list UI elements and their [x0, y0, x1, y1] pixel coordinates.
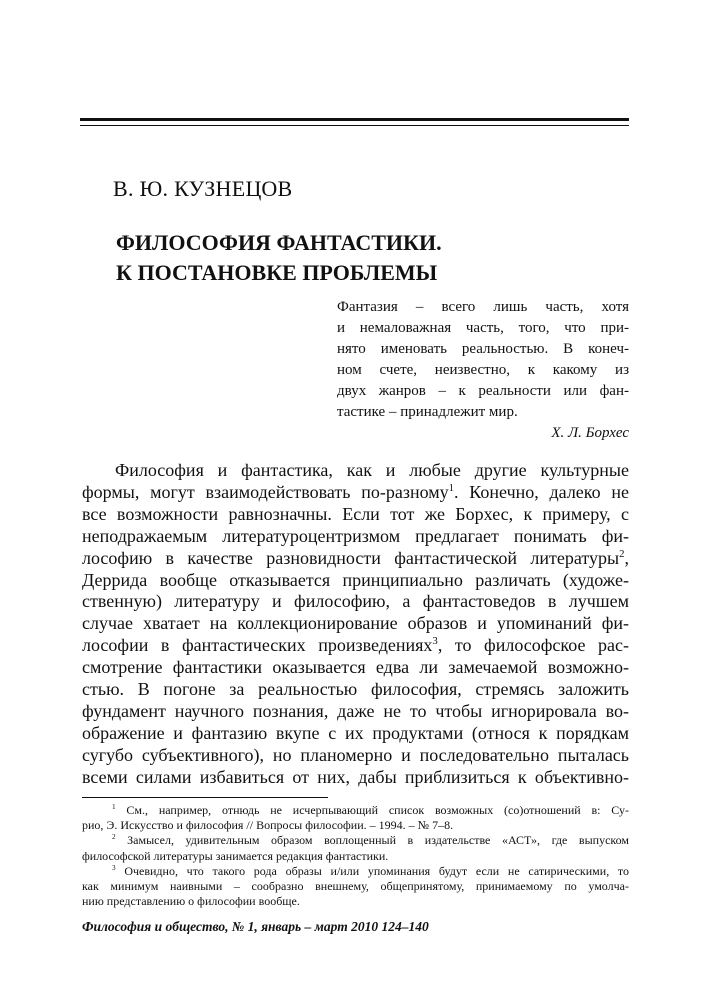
footnote-number: 3: [112, 863, 116, 872]
body-line: [82, 679, 629, 701]
footnote-line: как минимум наивными – сообразно внешнему, общепринятому, принимаемому по умолча-: [82, 879, 629, 894]
title-line: К ПОСТАНОВКЕ ПРОБЛЕМЫ: [116, 260, 438, 285]
footnote-ref[interactable]: 3: [432, 635, 438, 648]
title-line: ФИЛОСОФИЯ ФАНТАСТИКИ.: [116, 230, 442, 255]
epigraph-attribution: Х. Л. Борхес: [551, 425, 629, 441]
footnote-separator: [82, 797, 328, 798]
body-line-text: неподражаемым литературоцентризмом предлагает понимать фи-: [82, 525, 629, 546]
epigraph-line: Фантазия – всего лишь часть, хотя: [337, 299, 629, 315]
body-line-text: ственную) литературу и философию, а фантастоведов в лучшем: [82, 591, 629, 612]
body-line-text: формы, могут взаимодействовать по-разному: [82, 481, 449, 502]
body-line: [82, 548, 629, 570]
header-rule-thin: [80, 125, 629, 126]
footnote-line: рио, Э. Искусство и философия // Вопросы философии. – 1994. – № 7–8.: [82, 818, 454, 833]
body-line-text: лософии в фантастических произведениях: [82, 635, 433, 656]
body-line-text: стью. В погоне за реальностью философия, стремясь заложить: [82, 679, 629, 700]
footnote-text: Очевидно, что такого рода образы и/или упоминания будут если не сатирическими, то: [124, 863, 629, 878]
epigraph-line: нято именовать реальностью. В конеч-: [337, 341, 629, 357]
body-line: [82, 504, 629, 526]
body-line: [82, 526, 629, 548]
article-title: [116, 228, 442, 288]
footnote-line: [82, 833, 629, 848]
body-line: [82, 613, 629, 635]
body-line-text: ображение и фантазию вкупе с их продуктами (относя к порядкам: [82, 722, 629, 743]
body-line: [82, 591, 629, 613]
body-line-text: все возможности равнозначны. Если тот же Борхес, к примеру, с: [82, 503, 629, 524]
body-line-text: смотрение фантастики оказывается едва ли замечаемой возможно-: [82, 657, 629, 678]
body-line-text: лософию в качестве разновидности фантастической литературы: [82, 547, 620, 568]
footnote-line: философской литературы занимается редакция фантастики.: [82, 848, 389, 863]
epigraph: [337, 297, 629, 444]
body-line: [82, 635, 629, 657]
body-line: [82, 723, 629, 745]
body-paragraph: [82, 460, 629, 789]
footnote-number: 2: [112, 833, 116, 842]
footnote-ref[interactable]: 2: [619, 547, 625, 560]
footnote-ref[interactable]: 1: [448, 481, 455, 494]
body-line-text: фундамент научного познания, даже не то чтобы игнорировала во-: [82, 700, 629, 721]
body-line: [82, 657, 629, 679]
footnote-number: 1: [112, 803, 116, 811]
body-line-text: , то философское рас-: [437, 635, 629, 656]
body-line: [82, 482, 629, 504]
body-line-text: сугубо субъективного), но планомерно и последовательно пыталась: [82, 744, 629, 765]
footnote-line: [82, 864, 629, 879]
epigraph-line: двух жанров – к реальности или фан-: [337, 383, 629, 399]
body-line: [82, 460, 629, 482]
body-line: [82, 745, 629, 767]
body-line: [82, 767, 629, 789]
epigraph-line: ном счете, неизвестно, к какому из: [337, 362, 629, 378]
footnotes: [82, 803, 629, 909]
journal-citation: Философия и общество, № 1, январь – март 2010 124–140: [82, 919, 429, 934]
body-line: [82, 570, 629, 592]
body-line-text: ,: [624, 547, 629, 568]
epigraph-line: тастике – принадлежит мир.: [337, 404, 518, 420]
body-line: [82, 701, 629, 723]
footnote-text: См., например, отнюдь не исчерпывающий список возможных (со)отношений в: Су-: [126, 803, 629, 817]
body-line-text: Деррида вообще отказывается принципиально различать (художе-: [82, 569, 629, 590]
footnote-text: Замысел, удивительным образом воплощенный в издательстве «АСТ», где выпуском: [127, 833, 629, 848]
body-line-text: всеми силами избавиться от них, дабы приблизиться к объективно-: [82, 766, 629, 787]
author-name: В. Ю. КУЗНЕЦОВ: [113, 176, 293, 201]
body-line-text: Философия и фантастика, как и любые другие культурные: [115, 460, 629, 480]
footnote-line: нию представлению о философии вообще.: [82, 894, 300, 909]
body-line-text: случае хватает на коллекционирование образов и упоминаний фи-: [82, 613, 629, 634]
body-line-text: . Конечно, далеко не: [454, 481, 629, 502]
footnote-line: [82, 803, 629, 818]
epigraph-line: и немаловажная часть, того, что при-: [337, 320, 629, 336]
header-rule-thick: [80, 118, 629, 121]
